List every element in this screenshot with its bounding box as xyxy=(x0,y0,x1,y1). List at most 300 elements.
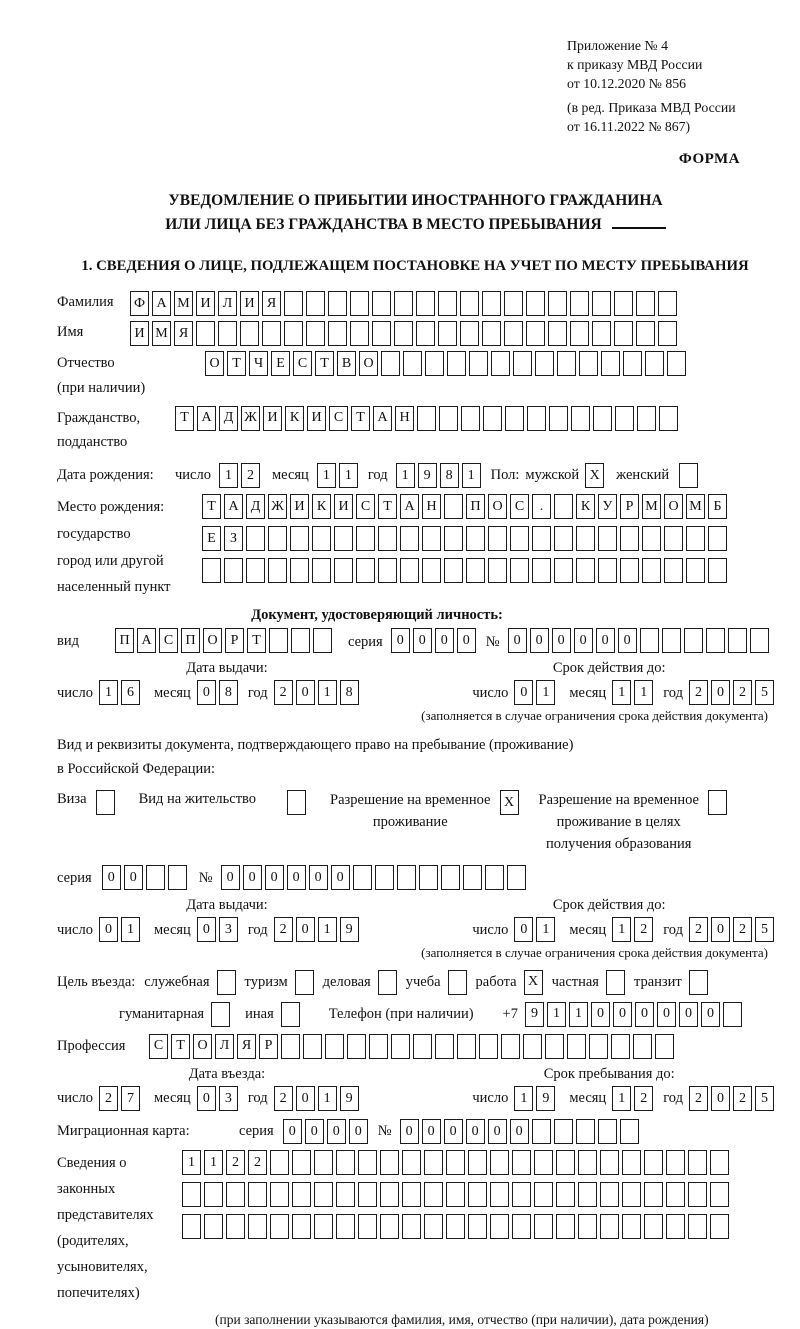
char-cell[interactable] xyxy=(419,865,438,890)
char-cell[interactable]: 9 xyxy=(340,1086,359,1111)
char-cell[interactable] xyxy=(728,628,747,653)
char-cell[interactable] xyxy=(485,865,504,890)
char-cell[interactable] xyxy=(334,526,353,551)
char-cell[interactable]: А xyxy=(400,494,419,519)
char-cell[interactable] xyxy=(505,406,524,431)
char-cell[interactable] xyxy=(554,558,573,583)
char-cell[interactable] xyxy=(708,790,727,815)
char-cell[interactable]: 1 xyxy=(99,680,118,705)
char-cell[interactable]: Н xyxy=(422,494,441,519)
char-cell[interactable] xyxy=(554,1119,573,1144)
char-cell[interactable]: Т xyxy=(171,1034,190,1059)
char-cell[interactable] xyxy=(334,558,353,583)
char-cell[interactable]: С xyxy=(293,351,312,376)
char-cell[interactable] xyxy=(620,526,639,551)
char-cell[interactable]: А xyxy=(152,291,171,316)
char-cell[interactable]: С xyxy=(329,406,348,431)
char-cell[interactable]: Н xyxy=(395,406,414,431)
char-cell[interactable] xyxy=(217,970,236,995)
char-cell[interactable] xyxy=(375,865,394,890)
char-cell[interactable] xyxy=(534,1150,553,1175)
char-cell[interactable] xyxy=(284,291,303,316)
char-cell[interactable]: В xyxy=(337,351,356,376)
char-cell[interactable]: 7 xyxy=(121,1086,140,1111)
char-cell[interactable] xyxy=(248,1182,267,1207)
char-cell[interactable] xyxy=(246,558,265,583)
char-cell[interactable] xyxy=(292,1182,311,1207)
char-cell[interactable] xyxy=(666,1182,685,1207)
char-cell[interactable]: 0 xyxy=(400,1119,419,1144)
char-cell[interactable] xyxy=(686,526,705,551)
char-cell[interactable] xyxy=(593,406,612,431)
char-cell[interactable]: 0 xyxy=(124,865,143,890)
char-cell[interactable] xyxy=(686,558,705,583)
char-cell[interactable] xyxy=(226,1182,245,1207)
char-cell[interactable]: 1 xyxy=(317,463,336,488)
char-cell[interactable] xyxy=(466,558,485,583)
char-cell[interactable] xyxy=(532,1119,551,1144)
char-cell[interactable]: И xyxy=(130,321,149,346)
char-cell[interactable]: 0 xyxy=(305,1119,324,1144)
char-cell[interactable]: 8 xyxy=(219,680,238,705)
char-cell[interactable]: Я xyxy=(237,1034,256,1059)
char-cell[interactable]: . xyxy=(532,494,551,519)
char-cell[interactable] xyxy=(504,291,523,316)
char-cell[interactable]: 0 xyxy=(349,1119,368,1144)
char-cell[interactable]: С xyxy=(149,1034,168,1059)
char-cell[interactable] xyxy=(284,321,303,346)
char-cell[interactable]: 1 xyxy=(634,680,653,705)
char-cell[interactable] xyxy=(664,526,683,551)
char-cell[interactable]: 8 xyxy=(440,463,459,488)
char-cell[interactable]: К xyxy=(576,494,595,519)
char-cell[interactable]: 0 xyxy=(635,1002,654,1027)
char-cell[interactable] xyxy=(211,1002,230,1027)
char-cell[interactable] xyxy=(526,321,545,346)
char-cell[interactable] xyxy=(469,351,488,376)
char-cell[interactable]: Ж xyxy=(268,494,287,519)
char-cell[interactable] xyxy=(394,321,413,346)
char-cell[interactable] xyxy=(570,321,589,346)
char-cell[interactable] xyxy=(554,526,573,551)
char-cell[interactable] xyxy=(350,321,369,346)
char-cell[interactable] xyxy=(303,1034,322,1059)
char-cell[interactable] xyxy=(679,463,698,488)
char-cell[interactable] xyxy=(600,1214,619,1239)
char-cell[interactable]: П xyxy=(115,628,134,653)
char-cell[interactable]: 2 xyxy=(689,917,708,942)
char-cell[interactable] xyxy=(347,1034,366,1059)
char-cell[interactable] xyxy=(400,526,419,551)
char-cell[interactable]: 1 xyxy=(547,1002,566,1027)
char-cell[interactable] xyxy=(622,1150,641,1175)
char-cell[interactable]: 0 xyxy=(508,628,527,653)
char-cell[interactable]: 1 xyxy=(569,1002,588,1027)
char-cell[interactable]: А xyxy=(224,494,243,519)
char-cell[interactable] xyxy=(292,1150,311,1175)
char-cell[interactable] xyxy=(684,628,703,653)
char-cell[interactable]: К xyxy=(312,494,331,519)
char-cell[interactable]: М xyxy=(642,494,661,519)
char-cell[interactable] xyxy=(417,406,436,431)
char-cell[interactable]: 9 xyxy=(536,1086,555,1111)
char-cell[interactable]: Т xyxy=(247,628,266,653)
char-cell[interactable] xyxy=(328,321,347,346)
char-cell[interactable]: 2 xyxy=(634,917,653,942)
char-cell[interactable]: Е xyxy=(271,351,290,376)
char-cell[interactable] xyxy=(532,558,551,583)
char-cell[interactable]: 0 xyxy=(596,628,615,653)
char-cell[interactable]: 0 xyxy=(422,1119,441,1144)
char-cell[interactable] xyxy=(262,321,281,346)
char-cell[interactable] xyxy=(146,865,165,890)
char-cell[interactable] xyxy=(246,526,265,551)
char-cell[interactable]: 2 xyxy=(274,917,293,942)
char-cell[interactable]: Л xyxy=(218,291,237,316)
char-cell[interactable] xyxy=(620,558,639,583)
char-cell[interactable]: 0 xyxy=(283,1119,302,1144)
char-cell[interactable] xyxy=(270,1214,289,1239)
char-cell[interactable]: Т xyxy=(378,494,397,519)
char-cell[interactable]: 2 xyxy=(248,1150,267,1175)
char-cell[interactable] xyxy=(557,351,576,376)
char-cell[interactable] xyxy=(378,970,397,995)
char-cell[interactable] xyxy=(438,321,457,346)
char-cell[interactable] xyxy=(491,351,510,376)
char-cell[interactable] xyxy=(380,1150,399,1175)
char-cell[interactable]: О xyxy=(664,494,683,519)
char-cell[interactable] xyxy=(640,628,659,653)
char-cell[interactable] xyxy=(391,1034,410,1059)
char-cell[interactable]: 2 xyxy=(689,1086,708,1111)
char-cell[interactable]: А xyxy=(137,628,156,653)
char-cell[interactable]: З xyxy=(224,526,243,551)
char-cell[interactable]: И xyxy=(240,291,259,316)
char-cell[interactable]: 0 xyxy=(287,865,306,890)
char-cell[interactable]: Р xyxy=(620,494,639,519)
char-cell[interactable] xyxy=(688,1214,707,1239)
char-cell[interactable]: О xyxy=(193,1034,212,1059)
char-cell[interactable] xyxy=(372,321,391,346)
char-cell[interactable] xyxy=(336,1182,355,1207)
char-cell[interactable] xyxy=(592,291,611,316)
char-cell[interactable]: 3 xyxy=(219,917,238,942)
char-cell[interactable] xyxy=(644,1150,663,1175)
char-cell[interactable] xyxy=(314,1150,333,1175)
char-cell[interactable]: X xyxy=(585,463,604,488)
char-cell[interactable]: 0 xyxy=(613,1002,632,1027)
char-cell[interactable]: 1 xyxy=(182,1150,201,1175)
char-cell[interactable]: М xyxy=(174,291,193,316)
char-cell[interactable]: 0 xyxy=(657,1002,676,1027)
char-cell[interactable]: 1 xyxy=(339,463,358,488)
char-cell[interactable] xyxy=(290,558,309,583)
char-cell[interactable] xyxy=(666,1214,685,1239)
char-cell[interactable]: К xyxy=(285,406,304,431)
char-cell[interactable] xyxy=(336,1214,355,1239)
char-cell[interactable] xyxy=(513,351,532,376)
char-cell[interactable]: Д xyxy=(219,406,238,431)
char-cell[interactable] xyxy=(601,351,620,376)
char-cell[interactable] xyxy=(592,321,611,346)
char-cell[interactable] xyxy=(444,494,463,519)
char-cell[interactable] xyxy=(435,1034,454,1059)
char-cell[interactable] xyxy=(422,558,441,583)
char-cell[interactable]: 1 xyxy=(612,680,631,705)
char-cell[interactable]: 2 xyxy=(274,1086,293,1111)
char-cell[interactable]: С xyxy=(159,628,178,653)
char-cell[interactable]: И xyxy=(307,406,326,431)
char-cell[interactable]: 0 xyxy=(102,865,121,890)
char-cell[interactable] xyxy=(369,1034,388,1059)
char-cell[interactable]: 3 xyxy=(219,1086,238,1111)
char-cell[interactable] xyxy=(381,351,400,376)
char-cell[interactable] xyxy=(402,1182,421,1207)
char-cell[interactable] xyxy=(378,558,397,583)
char-cell[interactable] xyxy=(655,1034,674,1059)
char-cell[interactable] xyxy=(490,1150,509,1175)
char-cell[interactable] xyxy=(378,526,397,551)
char-cell[interactable] xyxy=(380,1214,399,1239)
char-cell[interactable] xyxy=(439,406,458,431)
char-cell[interactable]: Д xyxy=(246,494,265,519)
char-cell[interactable] xyxy=(623,351,642,376)
char-cell[interactable] xyxy=(578,1150,597,1175)
char-cell[interactable] xyxy=(576,526,595,551)
char-cell[interactable] xyxy=(356,558,375,583)
char-cell[interactable]: 6 xyxy=(121,680,140,705)
char-cell[interactable] xyxy=(512,1150,531,1175)
char-cell[interactable] xyxy=(444,558,463,583)
char-cell[interactable]: И xyxy=(196,291,215,316)
char-cell[interactable] xyxy=(637,406,656,431)
char-cell[interactable] xyxy=(556,1182,575,1207)
char-cell[interactable]: У xyxy=(598,494,617,519)
char-cell[interactable] xyxy=(579,351,598,376)
char-cell[interactable] xyxy=(548,321,567,346)
char-cell[interactable]: 0 xyxy=(514,917,533,942)
char-cell[interactable]: 0 xyxy=(530,628,549,653)
char-cell[interactable]: Е xyxy=(202,526,221,551)
char-cell[interactable] xyxy=(535,351,554,376)
char-cell[interactable] xyxy=(204,1214,223,1239)
char-cell[interactable] xyxy=(350,291,369,316)
char-cell[interactable] xyxy=(448,970,467,995)
char-cell[interactable] xyxy=(666,1150,685,1175)
char-cell[interactable] xyxy=(545,1034,564,1059)
char-cell[interactable]: 1 xyxy=(204,1150,223,1175)
char-cell[interactable]: 0 xyxy=(99,917,118,942)
char-cell[interactable] xyxy=(598,526,617,551)
char-cell[interactable]: 1 xyxy=(318,1086,337,1111)
char-cell[interactable] xyxy=(479,1034,498,1059)
char-cell[interactable]: И xyxy=(263,406,282,431)
char-cell[interactable] xyxy=(313,628,332,653)
char-cell[interactable] xyxy=(394,291,413,316)
char-cell[interactable] xyxy=(750,628,769,653)
char-cell[interactable]: 0 xyxy=(435,628,454,653)
char-cell[interactable]: О xyxy=(205,351,224,376)
char-cell[interactable]: X xyxy=(500,790,519,815)
char-cell[interactable] xyxy=(295,970,314,995)
char-cell[interactable] xyxy=(424,1214,443,1239)
char-cell[interactable]: 0 xyxy=(574,628,593,653)
char-cell[interactable] xyxy=(306,291,325,316)
char-cell[interactable] xyxy=(312,526,331,551)
char-cell[interactable] xyxy=(706,628,725,653)
char-cell[interactable] xyxy=(461,406,480,431)
char-cell[interactable] xyxy=(534,1182,553,1207)
char-cell[interactable] xyxy=(96,790,115,815)
char-cell[interactable] xyxy=(512,1182,531,1207)
char-cell[interactable] xyxy=(424,1150,443,1175)
char-cell[interactable]: Т xyxy=(315,351,334,376)
char-cell[interactable] xyxy=(488,526,507,551)
char-cell[interactable] xyxy=(248,1214,267,1239)
char-cell[interactable]: М xyxy=(686,494,705,519)
char-cell[interactable]: 0 xyxy=(466,1119,485,1144)
char-cell[interactable] xyxy=(402,1150,421,1175)
char-cell[interactable]: Р xyxy=(259,1034,278,1059)
char-cell[interactable] xyxy=(204,1182,223,1207)
char-cell[interactable] xyxy=(460,291,479,316)
char-cell[interactable] xyxy=(664,558,683,583)
char-cell[interactable]: 0 xyxy=(618,628,637,653)
char-cell[interactable] xyxy=(576,1119,595,1144)
char-cell[interactable]: 0 xyxy=(296,917,315,942)
char-cell[interactable] xyxy=(446,1150,465,1175)
char-cell[interactable]: 0 xyxy=(510,1119,529,1144)
char-cell[interactable]: О xyxy=(359,351,378,376)
char-cell[interactable]: 0 xyxy=(413,628,432,653)
char-cell[interactable] xyxy=(614,321,633,346)
char-cell[interactable] xyxy=(556,1214,575,1239)
char-cell[interactable] xyxy=(422,526,441,551)
char-cell[interactable] xyxy=(291,628,310,653)
char-cell[interactable] xyxy=(658,321,677,346)
char-cell[interactable] xyxy=(658,291,677,316)
char-cell[interactable] xyxy=(622,1214,641,1239)
char-cell[interactable]: 2 xyxy=(634,1086,653,1111)
char-cell[interactable] xyxy=(281,1034,300,1059)
char-cell[interactable]: И xyxy=(290,494,309,519)
char-cell[interactable] xyxy=(483,406,502,431)
char-cell[interactable]: X xyxy=(524,970,543,995)
char-cell[interactable]: Т xyxy=(202,494,221,519)
char-cell[interactable] xyxy=(312,558,331,583)
char-cell[interactable] xyxy=(642,526,661,551)
char-cell[interactable] xyxy=(460,321,479,346)
char-cell[interactable] xyxy=(446,1214,465,1239)
char-cell[interactable] xyxy=(611,1034,630,1059)
char-cell[interactable]: М xyxy=(152,321,171,346)
char-cell[interactable]: Т xyxy=(227,351,246,376)
char-cell[interactable] xyxy=(659,406,678,431)
char-cell[interactable]: 2 xyxy=(226,1150,245,1175)
char-cell[interactable] xyxy=(403,351,422,376)
char-cell[interactable] xyxy=(614,291,633,316)
char-cell[interactable] xyxy=(510,526,529,551)
char-cell[interactable]: 0 xyxy=(197,1086,216,1111)
char-cell[interactable]: 8 xyxy=(340,680,359,705)
char-cell[interactable]: 0 xyxy=(197,917,216,942)
char-cell[interactable] xyxy=(413,1034,432,1059)
char-cell[interactable] xyxy=(196,321,215,346)
char-cell[interactable] xyxy=(353,865,372,890)
char-cell[interactable] xyxy=(224,558,243,583)
char-cell[interactable]: 0 xyxy=(591,1002,610,1027)
char-cell[interactable] xyxy=(615,406,634,431)
char-cell[interactable] xyxy=(270,1150,289,1175)
char-cell[interactable] xyxy=(425,351,444,376)
char-cell[interactable]: 1 xyxy=(514,1086,533,1111)
char-cell[interactable]: Ф xyxy=(130,291,149,316)
char-cell[interactable] xyxy=(466,526,485,551)
char-cell[interactable] xyxy=(556,1150,575,1175)
char-cell[interactable]: 2 xyxy=(733,917,752,942)
char-cell[interactable]: 0 xyxy=(243,865,262,890)
char-cell[interactable]: Т xyxy=(175,406,194,431)
char-cell[interactable] xyxy=(688,1182,707,1207)
char-cell[interactable] xyxy=(622,1182,641,1207)
char-cell[interactable] xyxy=(526,291,545,316)
char-cell[interactable] xyxy=(444,526,463,551)
char-cell[interactable] xyxy=(512,1214,531,1239)
char-cell[interactable]: Я xyxy=(262,291,281,316)
char-cell[interactable]: 0 xyxy=(457,628,476,653)
char-cell[interactable]: 1 xyxy=(318,917,337,942)
char-cell[interactable]: 1 xyxy=(219,463,238,488)
char-cell[interactable] xyxy=(482,291,501,316)
char-cell[interactable]: 0 xyxy=(711,1086,730,1111)
char-cell[interactable]: С xyxy=(510,494,529,519)
char-cell[interactable] xyxy=(589,1034,608,1059)
char-cell[interactable] xyxy=(380,1182,399,1207)
char-cell[interactable]: 1 xyxy=(462,463,481,488)
char-cell[interactable]: 0 xyxy=(327,1119,346,1144)
char-cell[interactable]: 5 xyxy=(755,680,774,705)
char-cell[interactable] xyxy=(358,1214,377,1239)
char-cell[interactable]: Я xyxy=(174,321,193,346)
char-cell[interactable] xyxy=(269,628,288,653)
char-cell[interactable] xyxy=(554,494,573,519)
char-cell[interactable] xyxy=(576,558,595,583)
char-cell[interactable] xyxy=(598,558,617,583)
char-cell[interactable] xyxy=(218,321,237,346)
char-cell[interactable]: 0 xyxy=(444,1119,463,1144)
char-cell[interactable] xyxy=(182,1182,201,1207)
char-cell[interactable] xyxy=(358,1150,377,1175)
char-cell[interactable] xyxy=(636,321,655,346)
char-cell[interactable] xyxy=(314,1182,333,1207)
char-cell[interactable] xyxy=(468,1214,487,1239)
char-cell[interactable] xyxy=(688,1150,707,1175)
char-cell[interactable]: 0 xyxy=(391,628,410,653)
char-cell[interactable] xyxy=(268,526,287,551)
char-cell[interactable] xyxy=(606,970,625,995)
char-cell[interactable]: 9 xyxy=(418,463,437,488)
char-cell[interactable]: А xyxy=(197,406,216,431)
char-cell[interactable] xyxy=(336,1150,355,1175)
char-cell[interactable] xyxy=(600,1182,619,1207)
char-cell[interactable] xyxy=(662,628,681,653)
char-cell[interactable] xyxy=(689,970,708,995)
char-cell[interactable]: 0 xyxy=(296,680,315,705)
char-cell[interactable]: 2 xyxy=(274,680,293,705)
char-cell[interactable]: 1 xyxy=(612,917,631,942)
char-cell[interactable] xyxy=(457,1034,476,1059)
char-cell[interactable] xyxy=(723,1002,742,1027)
